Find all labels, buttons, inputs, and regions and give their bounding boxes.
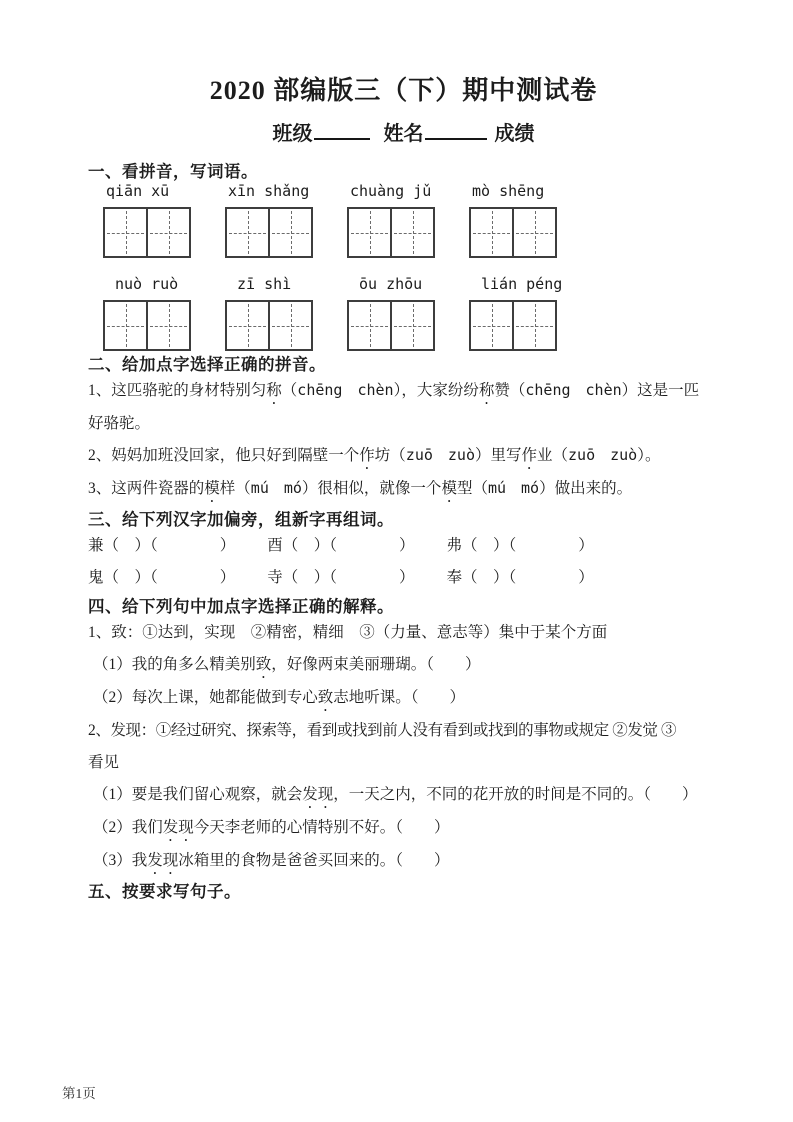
pinyin-label: xīn shǎng [228,182,310,200]
pinyin-label: nuò ruò [115,275,179,293]
tianzige-cell [349,209,390,256]
tianzige-cell [268,209,311,256]
pinyin-label: mò shēng [472,182,545,200]
pinyin-label: lián péng [481,275,563,293]
question-line: 2、发现：①经过研究、探索等，看到或找到前人没有看到或找到的事物或规定 ②发觉 ③ [88,722,677,740]
question-line: （1）要是我们留心观察，就会发现，一天之内，不同的花开放的时间是不同的。（ ） [93,785,698,803]
pinyin-word-group [347,275,435,351]
tianzige-box [347,300,435,351]
tianzige-cell [227,209,268,256]
tianzige-cell [471,209,512,256]
pinyin-word-group [469,275,562,351]
tianzige-cell [349,302,390,349]
radical-item: 酉（ ）（ ） [267,536,415,554]
pinyin-row-1 [88,182,719,258]
pinyin-word-group [225,275,313,351]
score-label: 成绩 [494,123,535,145]
tianzige-cell [105,209,146,256]
page-number: 第1页 [62,1086,96,1101]
tianzige-box [225,207,313,258]
radical-item: 奉（ ）（ ） [446,568,594,586]
pinyin-word-group [225,182,313,258]
pinyin-label: ōu zhōu [359,275,423,293]
section-3-heading: 三、给下列汉字加偏旁，组新字再组词。 [88,510,394,529]
tianzige-box [469,207,557,258]
question-line: 看见 [88,753,120,771]
radical-item: 寺（ ）（ ） [267,568,415,586]
question-line: （2）每次上课，她都能做到专心致志地听课。（ ） [93,689,466,707]
tianzige-cell [390,302,433,349]
tianzige-cell [390,209,433,256]
page-title: 2020 部编版三（下）期中测试卷 [209,76,598,105]
tianzige-cell [146,302,189,349]
tianzige-cell [471,302,512,349]
tianzige-cell [227,302,268,349]
question-line: 2、妈妈加班没回家，他只好到隔壁一个作坊（zuō zuò）里写作业（zuō zuò）。 [88,445,661,464]
question-line: （2）我们发现今天李老师的心情特别不好。（ ） [93,818,450,836]
radical-item: 兼（ ）（ ） [88,536,236,554]
tianzige-box [225,300,313,351]
question-line: 1、致：①达到，实现 ②精密，精细 ③（力量、意志等）集中于某个方面 [88,624,608,642]
question-line: （3）我发现冰箱里的食物是爸爸买回来的。（ ） [93,851,450,869]
tianzige-cell [268,302,311,349]
section-1-heading: 一、看拼音，写词语。 [88,163,258,181]
tianzige-box [103,207,191,258]
radical-item: 弗（ ）（ ） [446,536,594,554]
pinyin-label: zī shì [237,275,292,293]
question-line: （1）我的角多么精美别致，好像两束美丽珊瑚。（ ） [93,656,481,674]
question-line: 好骆驼。 [88,415,151,432]
radical-row [88,530,719,562]
pinyin-word-group [469,182,557,258]
tianzige-box [347,207,435,258]
question-line: 1、这匹骆驼的身材特别匀称（chēng chèn），大家纷纷称赞（chēng chèn）这是一匹 [88,381,700,399]
name-blank [425,118,487,140]
section-4-heading: 四、给下列句中加点字选择正确的解释。 [88,598,394,617]
pinyin-label: qiān xū [106,182,170,200]
name-label: 姓名 [383,123,424,145]
tianzige-box [103,300,191,351]
radical-item: 鬼（ ）（ ） [88,568,236,586]
tianzige-cell [512,302,555,349]
pinyin-word-group [103,182,191,258]
tianzige-cell [146,209,189,256]
pinyin-word-group [103,275,191,351]
pinyin-row-2 [88,275,719,351]
tianzige-cell [105,302,146,349]
section-2-heading: 二、给加点字选择正确的拼音。 [88,356,326,374]
pinyin-label: chuàng jǔ [350,182,432,200]
class-blank [314,118,370,140]
radical-row [88,562,719,594]
tianzige-cell [512,209,555,256]
class-label: 班级 [272,123,313,145]
tianzige-box [469,300,557,351]
question-line: 3、这两件瓷器的模样（mú mó）很相似，就像一个模型（mú mó）做出来的。 [88,478,633,497]
pinyin-word-group [347,182,435,258]
section-5-heading: 五、按要求写句子。 [88,882,241,901]
student-info-line [88,117,719,146]
